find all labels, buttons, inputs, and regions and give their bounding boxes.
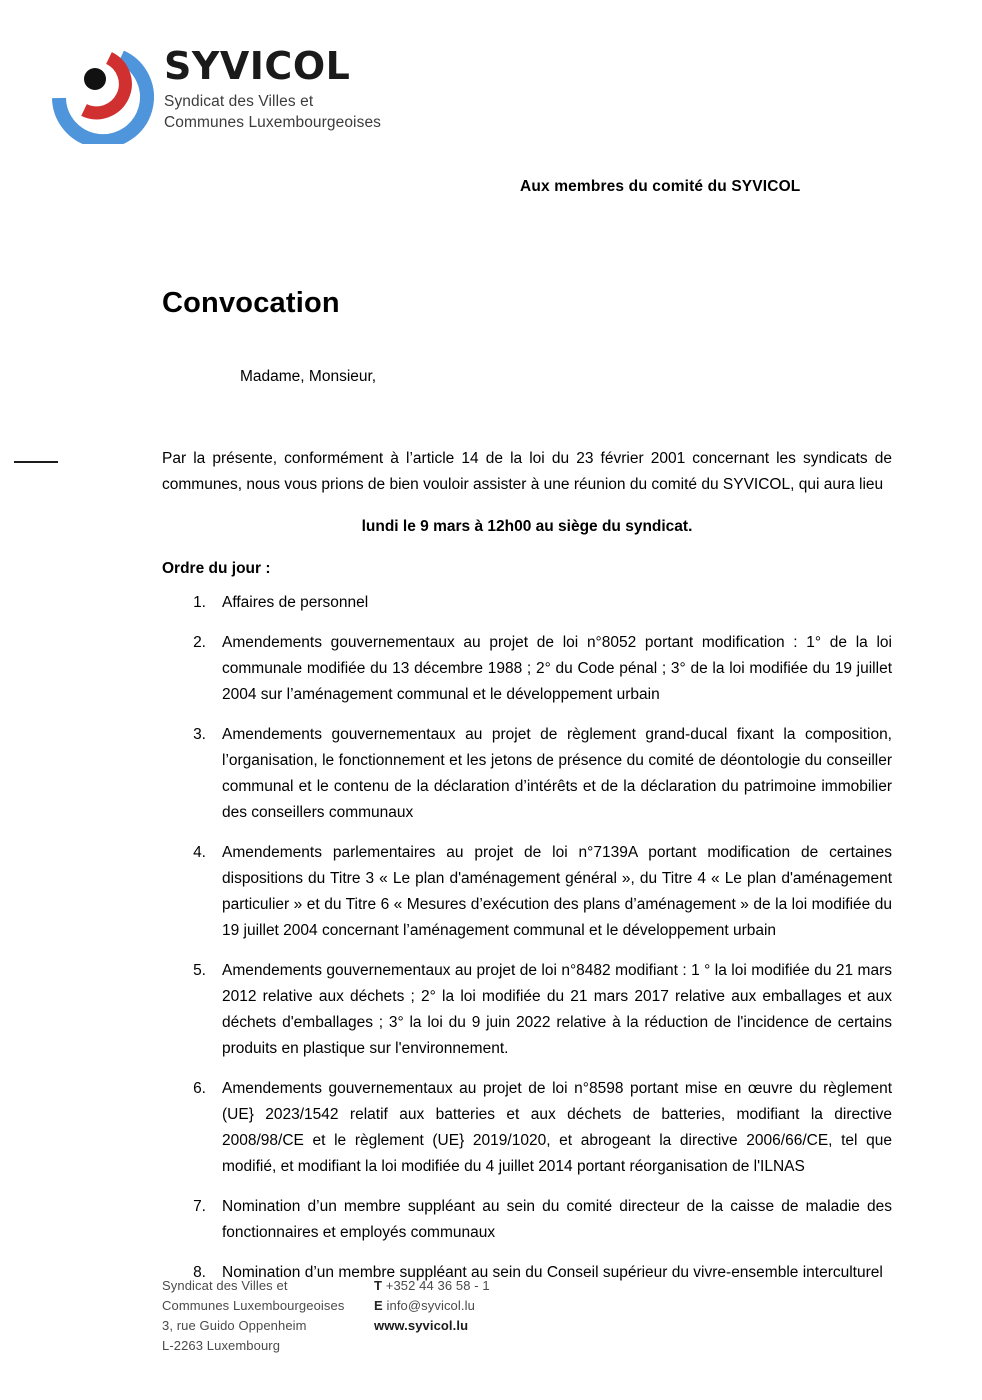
agenda-item-text: Affaires de personnel	[222, 594, 369, 611]
footer-phone	[374, 1276, 634, 1296]
syvicol-logo	[52, 44, 472, 146]
footer-address-line3: 3, rue Guido Oppenheim	[162, 1318, 307, 1333]
footer-email-label: E	[374, 1298, 383, 1313]
agenda-item	[162, 1076, 892, 1180]
footer-address-line4: L-2263 Luxembourg	[162, 1338, 281, 1353]
logo-tagline	[164, 91, 464, 133]
page-title: Convocation	[162, 287, 340, 320]
footer-phone-label: T	[374, 1278, 383, 1293]
footer-contact-block	[374, 1276, 634, 1356]
logo-wordmark: SYVICOL	[164, 44, 351, 88]
footer-email	[374, 1296, 634, 1316]
agenda-list	[162, 590, 892, 1300]
agenda-item	[162, 590, 892, 616]
agenda-item-text: Amendements gouvernementaux au projet de loi n°8482 modifiant : 1 ° la loi modifiée du 21 mars 2012 relative aux déchets ; 2° la loi modifiée du 21 mars 2017 relative aux emballages et aux déchets d'emballages ; 3° la loi du 9 juin 2022 relative à la réduction de l'incidence de certains produits en plastique sur l'environnement.	[222, 962, 892, 1057]
logo-text-block	[164, 44, 464, 133]
footer-address-line2: Communes Luxembourgeoises	[162, 1298, 345, 1313]
syvicol-spiral-logo-icon	[52, 46, 154, 144]
logo-tagline-line2: Communes Luxembourgeoises	[164, 114, 382, 131]
agenda-item-number: 4.	[193, 844, 206, 861]
agenda-item	[162, 958, 892, 1062]
intro-paragraph: Par la présente, conformément à l’article 14 de la loi du 23 février 2001 concernant les syndicats de communes, nous vous prions de bien vouloir assister à une réunion du comité du SYVICOL, qui aura lieu	[162, 449, 892, 493]
agenda-item-number: 1.	[193, 594, 206, 611]
agenda-item	[162, 630, 892, 708]
page-footer	[162, 1276, 862, 1356]
agenda-item-text: Amendements parlementaires au projet de loi n°7139A portant modification de certaines dispositions du Titre 3 « Le plan d'aménagement général », du Titre 4 « Le plan d'aménagement particulier » et du Titre 6 « Mesures d’exécution des plans d’aménagement » de la loi modifiée du 19 juillet 2004 concernant l’aménagement communal et le développement urbain	[222, 844, 892, 939]
footer-phone-value: +352 44 36 58 - 1	[385, 1278, 490, 1293]
agenda-item-text: Nomination d’un membre suppléant au sein du comité directeur de la caisse de maladie des fonctionnaires et employés communaux	[222, 1198, 892, 1241]
agenda-heading: Ordre du jour :	[162, 560, 271, 577]
footer-email-value[interactable]: info@syvicol.lu	[386, 1298, 475, 1313]
agenda-item-number: 7.	[193, 1198, 206, 1215]
agenda-item	[162, 722, 892, 826]
logo-tagline-line1: Syndicat des Villes et	[164, 93, 314, 110]
agenda-item-number: 6.	[193, 1080, 206, 1097]
addressee-line: Aux membres du comité du SYVICOL	[520, 178, 801, 195]
agenda-item-number: 5.	[193, 962, 206, 979]
agenda-item-number: 2.	[193, 634, 206, 651]
footer-address-line1: Syndicat des Villes et	[162, 1278, 288, 1293]
fold-mark	[14, 461, 58, 463]
agenda-item	[162, 840, 892, 944]
meeting-datetime-line: lundi le 9 mars à 12h00 au siège du syndicat.	[361, 518, 693, 535]
agenda-item	[162, 1194, 892, 1246]
agenda-item-number: 8.	[193, 1264, 206, 1281]
footer-website-link[interactable]: www.syvicol.lu	[374, 1318, 469, 1333]
agenda-item-text: Amendements gouvernementaux au projet de loi n°8052 portant modification : 1° de la loi communale modifiée du 13 décembre 1988 ; 2° du Code pénal ; 3° de la loi modifiée du 19 juillet 2004 sur l’aménagement communal et le développement urbain	[222, 634, 892, 703]
agenda-item-text: Amendements gouvernementaux au projet de règlement grand-ducal fixant la composition, l’organisation, le fonctionnement et les jetons de présence du comité de déontologie du conseiller communal et le contenu de la déclaration d’intérêts et de la déclaration du patrimoine immobilier des conseillers communaux	[222, 726, 892, 821]
salutation: Madame, Monsieur,	[240, 368, 377, 385]
agenda-item-text: Nomination d’un membre suppléant au sein du Conseil supérieur du vivre-ensemble interculturel	[222, 1264, 883, 1281]
footer-address-block	[162, 1276, 374, 1356]
agenda-item-text: Amendements gouvernementaux au projet de loi n°8598 portant mise en œuvre du règlement (UE} 2023/1542 relatif aux batteries et aux déchets de batteries, modifiant la directive 2008/98/CE et le règlement (UE} 2019/1020, et abrogeant la directive 2006/66/CE, tel que modifié, et modifiant la loi modifiée du 4 juillet 2014 portant réorganisation de l'ILNAS	[222, 1080, 892, 1175]
agenda-item-number: 3.	[193, 726, 206, 743]
